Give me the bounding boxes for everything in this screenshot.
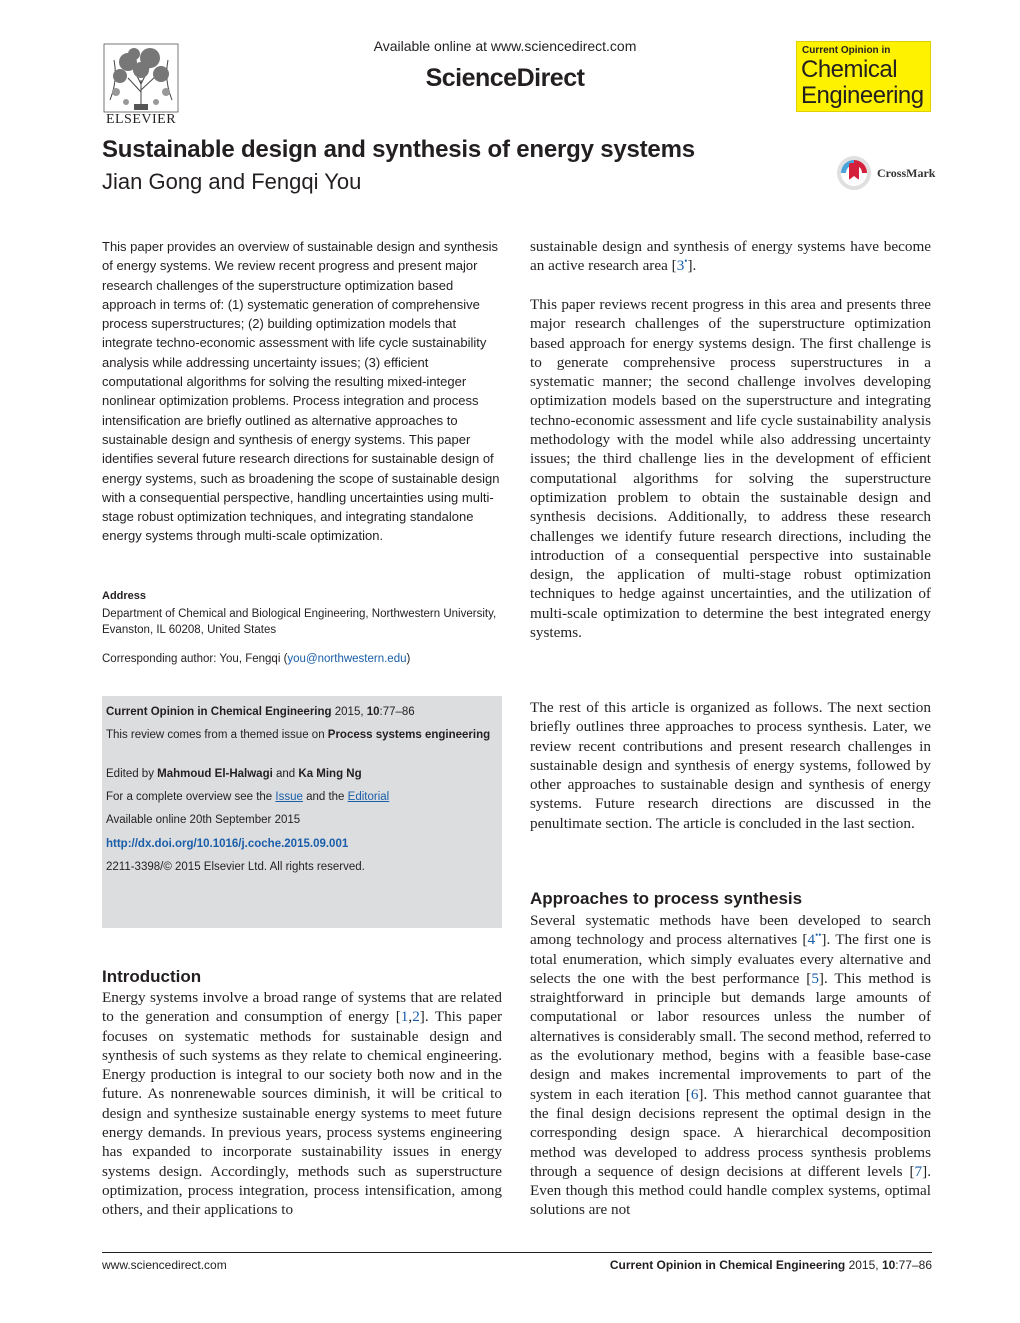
ref-4-mark: •• [815, 930, 822, 941]
article-title: Sustainable design and synthesis of energy systems [102, 136, 695, 163]
footer-divider [102, 1252, 932, 1253]
journal-badge [796, 41, 931, 112]
intro-text-a: Energy systems involve a broad range of systems that are related to the generation and consumption of energy [ [102, 989, 502, 1026]
introduction-heading: Introduction [102, 967, 202, 986]
ref-3-link[interactable]: 3 [676, 257, 685, 275]
approaches-text-b: ]. The first one is total enumeration, which simply evaluates every alternative and selects the one with the best performance [ [530, 931, 932, 987]
editorial-link[interactable]: Editorial [347, 791, 390, 803]
ref-5-link[interactable]: 5 [811, 969, 819, 987]
article-authors: Jian Gong and Fengqi You [102, 169, 362, 194]
available-online-date: Available online 20th September 2015 [106, 814, 301, 826]
crossmark-label: CrossMark [877, 166, 936, 180]
doi-link-text[interactable]: http://dx.doi.org/10.1016/j.coche.2015.09.001 [106, 838, 349, 850]
ref-7-link[interactable]: 7 [914, 1162, 923, 1180]
approaches-text-a: Several systematic methods have been developed to search among technology and process alternatives [ [530, 912, 931, 949]
approaches-paragraph [530, 911, 931, 1220]
info-pages: :77–86 [379, 706, 415, 718]
journal-badge-line2: Engineering [801, 82, 924, 109]
ref-2-link[interactable]: 2 [412, 1008, 420, 1026]
footer-pages: :77–86 [895, 1258, 932, 1272]
citation-line [106, 704, 496, 720]
themed-issue-name: Process systems engineering [327, 729, 491, 741]
issue-link[interactable]: Issue [275, 791, 303, 803]
address-heading: Address [102, 590, 147, 602]
editors-and: and [272, 768, 299, 780]
abstract: This paper provides an overview of sustainable design and synthesis of energy systems. We review recent progress and present major research challenges of the superstructure optimization based approach in terms of: (1) systematic generation of comprehensive process superstructures; (2) building optimization models that integrate techno-economic assessment with life cycle sustainability analysis while addressing uncertainty issues; (3) efficient computational algorithms for solving the resulting mixed-integer nonlinear optimization problems. Process integration and process intensification are briefly outlined as alternative approaches to sustainable design and synthesis of energy systems. This paper identifies several future research directions for sustainable design of energy systems, such as broadening the scope of sustainable design with a consequential perspective, handling uncertainties using multi-stage robust optimization techniques, and integrating standalone energy systems through multi-scale optimization. [102, 239, 500, 544]
article-info-box [102, 696, 502, 928]
corresponding-close: ) [406, 653, 411, 665]
address-text: Department of Chemical and Biological Engineering, Northwestern University, Evanston, IL 60208, United States [102, 608, 497, 636]
footer-year: 2015, [845, 1258, 882, 1272]
journal-badge-small: Current Opinion in [802, 45, 891, 56]
corresponding-author [102, 653, 501, 665]
doi-link[interactable] [106, 836, 496, 852]
themed-prefix: This review comes from a themed issue on [106, 729, 328, 741]
elsevier-wordmark: ELSEVIER [105, 112, 177, 127]
footer-citation [610, 1258, 932, 1272]
intro-text-c: sustainable design and synthesis of energy systems have become an active research area [ [530, 238, 931, 275]
editors-line [106, 766, 496, 782]
approaches-heading: Approaches to process synthesis [530, 889, 803, 908]
ref-separator: , [408, 1008, 413, 1026]
introduction-paragraph-3: The rest of this article is organized as follows. The next section briefly outlines three approaches to process synthesis. Later, we review recent contributions and present research challenges in sustainable design and synthesis of energy systems, followed by other approaches to sustainable design and synthesis of energy systems. Future research directions are discussed in the penultimate section. The article is concluded in the last section. [530, 699, 931, 832]
info-journal: Current Opinion in Chemical Engineering [106, 706, 332, 718]
sciencedirect-brand: ScienceDirect [425, 64, 585, 92]
info-year: 2015, [331, 706, 367, 718]
editor-1: Mahmoud El-Halwagi [157, 768, 273, 780]
ref-4-link[interactable]: 4 [807, 931, 816, 949]
overview-prefix: For a complete overview see the [106, 791, 276, 803]
footer-journal: Current Opinion in Chemical Engineering [609, 1258, 846, 1272]
edited-prefix: Edited by [106, 768, 158, 780]
overview-mid: and the [302, 791, 348, 803]
introduction-paragraph-1-cont [530, 237, 931, 276]
ref-3-mark: • [684, 256, 688, 267]
footer-volume: 10 [881, 1258, 896, 1272]
copyright-line: 2211-3398/© 2015 Elsevier Ltd. All rights reserved. [106, 861, 365, 873]
approaches-text-d: ]. This method cannot guarantee that the final design decisions represent the optimal design in the corresponding design space. A hierarchical decomposition method was developed to address process synthesis problems through a sequence of design decisions at different levels [ [530, 1085, 932, 1180]
intro-text-d: ]. [687, 257, 697, 275]
intro-text-b: ]. This paper focuses on systematic methods for sustainable design and synthesis of such systems as they relate to chemical engineering. Energy production is integral to our society both now and in the future. As nonrenewable sources diminish, it will be critical to design and synthesize sustainable energy systems to meet future energy demands. In previous years, process systems engineering has expanded to incorporate sustainability issues in energy systems design. Accordingly, methods such as superstructure optimization, process integration, process intensification, among others, and their applications to [102, 1008, 502, 1219]
info-volume: 10 [366, 706, 380, 718]
footer-url[interactable]: www.sciencedirect.com [102, 1258, 227, 1272]
author-email-link[interactable]: you@northwestern.edu [287, 653, 407, 665]
introduction-paragraph-1 [102, 988, 502, 1220]
introduction-paragraph-2: This paper reviews recent progress in this area and presents three major research challenges of the superstructure optimization based approach for energy systems design. The first challenge is to generate comprehensive process superstructures in a systematic manner; the second challenge involves developing optimization models based on the superstructure and integrating techno-economic assessment and life cycle sustainability analysis methodology with the model while also addressing uncertainty issues; the third challenge lies in the development of efficient computational algorithms for solving the superstructure optimization problem to obtain the sustainable design and synthesis decisions. Additionally, to address these research challenges we identify future research directions, including the introduction of a consequential perspective into sustainable design, the application of multi-stage robust optimization techniques to hedge against uncertainties, and the utilization of multi-scale optimization to determine the best integrated energy systems. [530, 296, 931, 642]
ref-1-link[interactable]: 1 [400, 1008, 409, 1026]
overview-line [106, 789, 496, 805]
themed-issue-line [106, 727, 496, 743]
approaches-text-e: ]. Even though this method could handle complex systems, optimal solutions are not [530, 1162, 931, 1219]
ref-6-link[interactable]: 6 [690, 1085, 699, 1103]
editor-2: Ka Ming Ng [298, 768, 362, 780]
approaches-text-c: ]. This method is straightforward in principle but demands large amounts of computational or labor resources unless the number of alternatives is considerably small. The second method, referred to as the evolutionary method, begins with a feasible base-case design and makes incremental improvements to part of the system in each iteration [ [530, 969, 931, 1103]
journal-badge-line1: Chemical [801, 56, 898, 83]
available-online-line: Available online at www.sciencedirect.com [373, 38, 637, 54]
corresponding-label: Corresponding author: You, Fengqi ( [102, 653, 288, 665]
